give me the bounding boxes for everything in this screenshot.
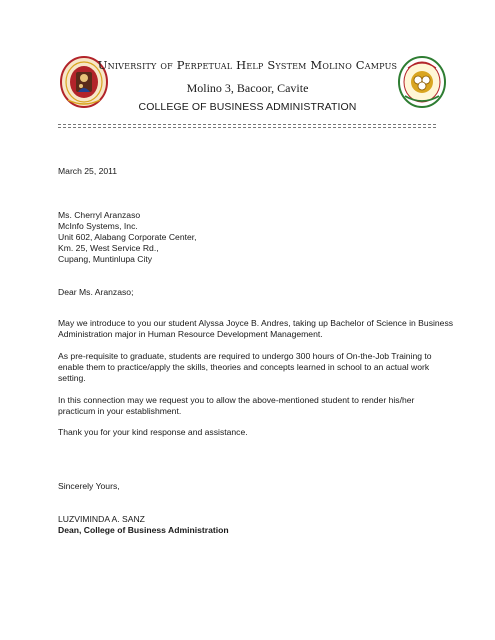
recipient-line: Cupang, Muntinlupa City [58,254,153,264]
paragraph-line: enable them to practice/apply the skills, theories and concepts learned in school to an actual work [58,362,430,372]
college-name: COLLEGE OF BUSINESS ADMINISTRATION [138,101,357,113]
paragraph-line: setting. [58,373,86,383]
paragraph-line: practicum in your establishment. [58,406,182,416]
salutation: Dear Ms. Aranzaso; [58,287,134,297]
signatory-title: Dean, College of Business Administration [58,525,229,535]
paragraph-line: In this connection may we request you to allow the above-mentioned student to render his/her [58,395,415,405]
paragraph-line: Administration major in Human Resource Development Management. [58,329,323,339]
paragraph-line: As pre-requisite to graduate, students are required to undergo 300 hours of On-the-Job Training to [58,351,432,361]
header-divider [58,124,436,130]
recipient-line: Unit 602, Alabang Corporate Center, [58,232,197,242]
letter-date: March 25, 2011 [58,166,118,176]
closing: Sincerely Yours, [58,481,120,491]
recipient-line: Ms. Cherryl Aranzaso [58,210,141,220]
paragraph-line: May we introduce to you our student Alyssa Joyce B. Andres, taking up Bachelor of Science in Business [58,318,454,328]
campus-address: Molino 3, Bacoor, Cavite [186,81,309,95]
signatory-name: LUZVIMINDA A. SANZ [58,514,145,524]
university-name: University of Perpetual Help System Molino Campus [97,58,398,72]
recipient-line: McInfo Systems, Inc. [58,221,138,231]
paragraph-line: Thank you for your kind response and assistance. [58,427,248,437]
recipient-line: Km. 25, West Service Rd., [58,243,159,253]
